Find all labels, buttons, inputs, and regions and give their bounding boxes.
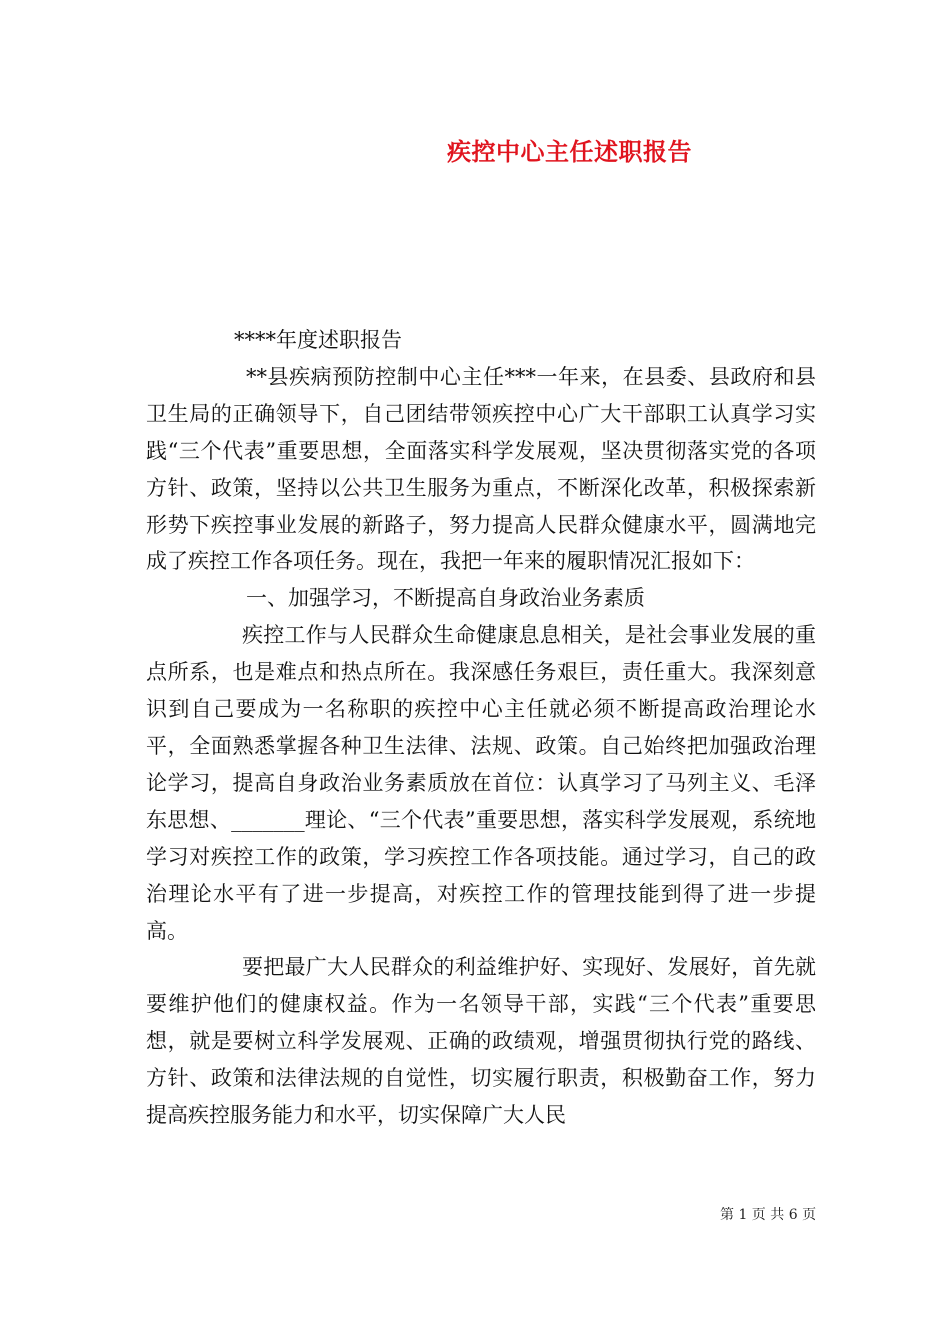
- paragraph-intro: **县疾病预防控制中心主任***一年来，在县委、县政府和县卫生局的正确领导下，自己团结带领疾控中心广大干部职工认真学习实践“三个代表”重要思想，全面落实科学发展观，坚决贯彻落实党的各项方针、政策，坚持以公共卫生服务为重点，不断深化改革，积极探索新形势下疾控事业发展的新路子，努力提高人民群众健康水平，圆满地完成了疾控工作各项任务。现在，我把一年来的履职情况汇报如下：: [146, 364, 816, 574]
- report-subtitle: ****年度述职报告: [234, 328, 402, 352]
- section-heading-1: 一、加强学习，不断提高自身政治业务素质: [246, 586, 645, 611]
- paragraph-interest: 要把最广大人民群众的利益维护好、实现好、发展好，首先就要维护他们的健康权益。作为一名领导干部，实践“三个代表”重要思想，就是要树立科学发展观、正确的政绩观，增强贯彻执行党的路线、方针、政策和法律法规的自觉性，切实履行职责，积极勤奋工作，努力提高疾控服务能力和水平，切实保障广大人民: [146, 955, 816, 1128]
- page-number: 第 1 页 共 6 页: [720, 1207, 817, 1223]
- document-title: 疾控中心主任述职报告: [447, 137, 692, 166]
- paragraph-study: 疾控工作与人民群众生命健康息息相关，是社会事业发展的重点所系，也是难点和热点所在。我深感任务艰巨，责任重大。我深刻意识到自己要成为一名称职的疾控中心主任就必须不断提高政治理论水平，全面熟悉掌握各种卫生法律、法规、政策。自己始终把加强政治理论学习，提高自身政治业务素质放在首位：认真学习了马列主义、毛泽东思想、_______理论、“三个代表”重要思想，落实科学发展观，系统地学习对疾控工作的政策，学习疾控工作各项技能。通过学习，自己的政治理论水平有了进一步提高，对疾控工作的管理技能到得了进一步提高。: [146, 623, 816, 943]
- document-body: [146, 322, 816, 1134]
